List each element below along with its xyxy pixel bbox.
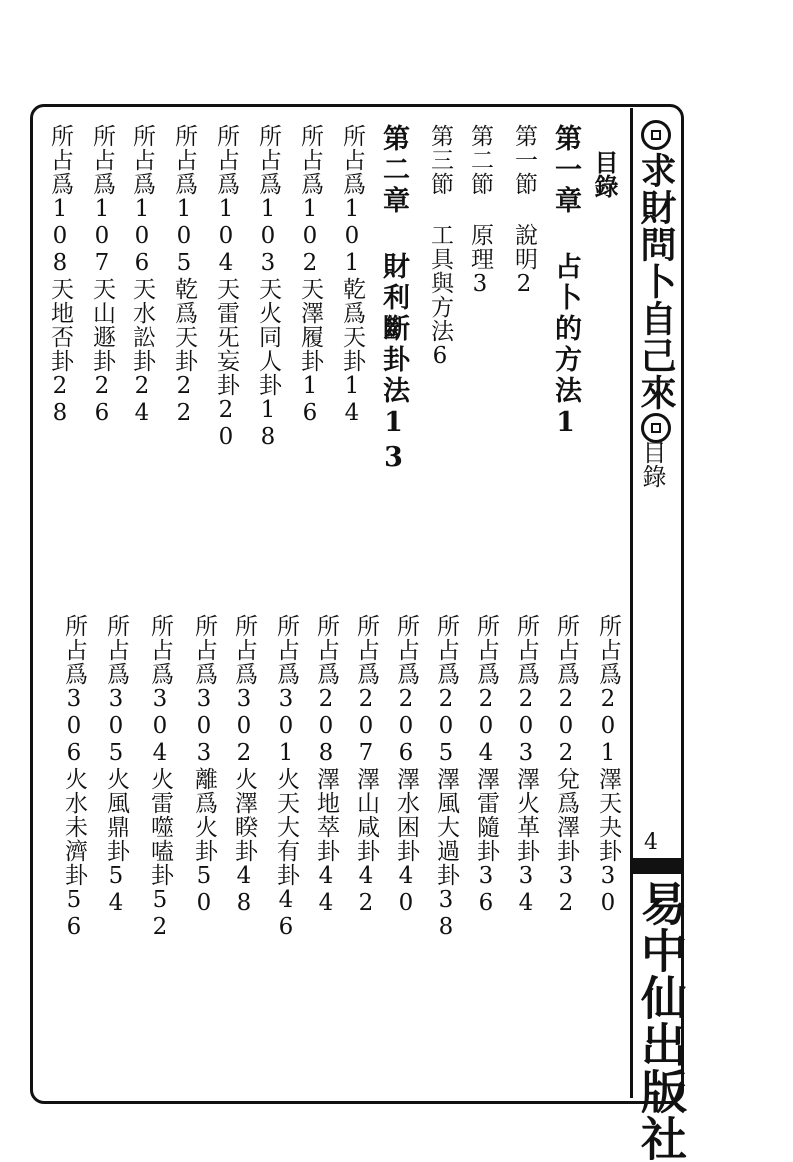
toc-entry: 所占爲204澤雷隨卦36 [473,614,499,917]
book-title [635,118,677,445]
circle-ornament-icon [641,413,671,443]
toc-heading: 目錄 [590,150,619,198]
circle-ornament-icon [641,120,671,150]
toc-entry: 所占爲306火水未濟卦56 [61,614,87,941]
toc-entry: 所占爲303離爲火卦50 [191,614,217,917]
toc-chapter-entry: 第二章 財利斷卦法13 [378,124,409,477]
toc-entry: 所占爲301火天大有卦46 [273,614,299,941]
book-title-text: 求財問卜自己來 [635,152,677,411]
toc-entry: 第二節 原理3 [467,124,493,298]
toc-entry: 所占爲305火風鼎卦54 [103,614,129,917]
toc-entry: 所占爲208澤地萃卦44 [313,614,339,917]
toc-chapter-entry: 第一章 占卜的方法1 [550,124,581,442]
toc-entry: 所占爲106天水訟卦24 [129,124,155,427]
toc-entry: 第一節 說明2 [511,124,537,298]
page-number-bar [632,858,682,874]
toc-entry: 所占爲302火澤睽卦48 [231,614,257,917]
toc-entry: 所占爲105乾爲天卦22 [171,124,197,427]
toc-entry: 所占爲102天澤履卦16 [297,124,323,427]
toc-entry: 所占爲203澤火革卦34 [513,614,539,917]
toc-entry: 所占爲101乾爲天卦14 [339,124,365,427]
toc-entry: 所占爲107天山遯卦26 [89,124,115,427]
toc-entry: 第三節 工具與方法6 [427,124,453,370]
toc-entry: 所占爲206澤水困卦40 [393,614,419,917]
toc-entry: 所占爲104天雷旡妄卦20 [213,124,239,451]
section-label: 目錄 [638,440,666,488]
toc-entry: 所占爲207澤山咸卦42 [353,614,379,917]
toc-entry: 所占爲108天地否卦28 [47,124,73,427]
toc-entry: 所占爲103天火同人卦18 [255,124,281,451]
toc-entry: 所占爲205澤風大過卦38 [433,614,459,941]
toc-entry: 所占爲202兌爲澤卦32 [553,614,579,917]
side-divider [630,108,633,1098]
publisher-name: 易中仙出版社 [634,880,688,1162]
toc-entry: 所占爲304火雷噬嗑卦52 [147,614,173,941]
page-number: 4 [644,830,658,855]
toc-entry: 所占爲201澤天夬卦30 [595,614,621,917]
